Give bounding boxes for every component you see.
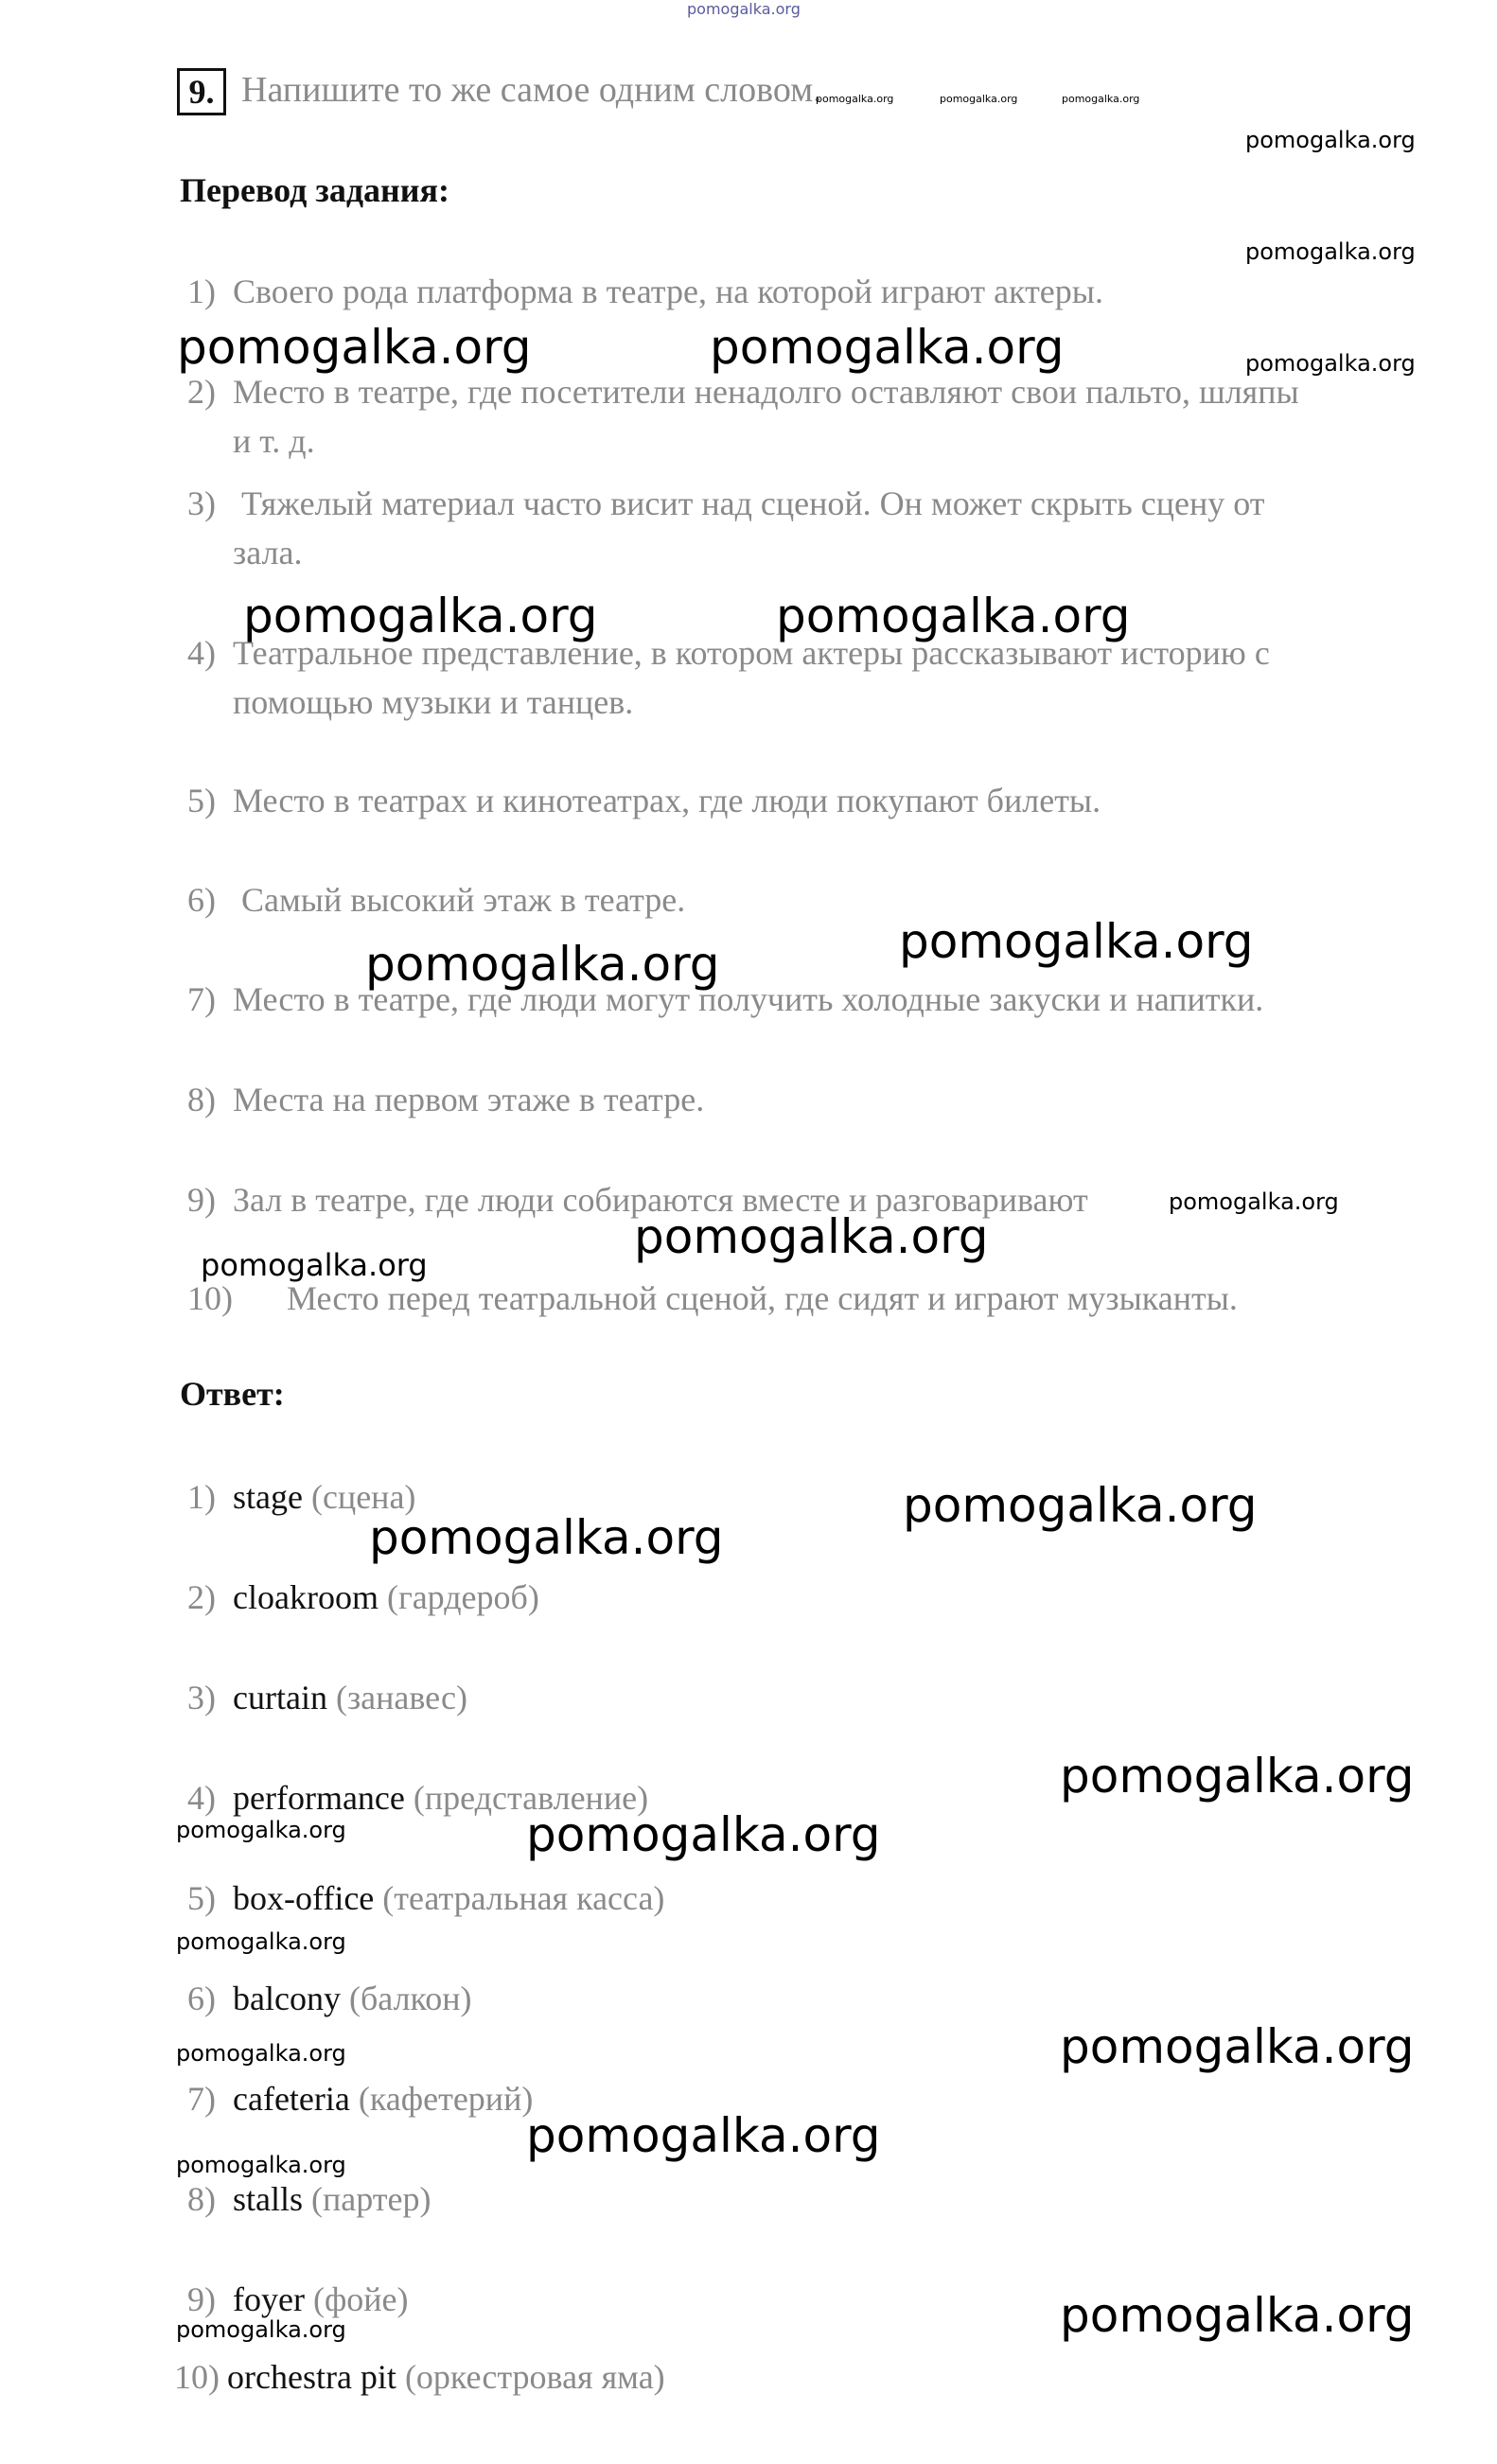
- watermark-large: pomogalka.org: [526, 1807, 881, 1862]
- answer-word: balcony: [233, 1980, 341, 2017]
- answer-translation: (кафетерий): [349, 2080, 534, 2118]
- watermark-medium: pomogalka.org: [176, 1817, 346, 1843]
- watermark-large: pomogalka.org: [899, 914, 1254, 969]
- translation-heading: Перевод задания:: [180, 171, 449, 209]
- question-text: Место перед театральной сценой, где сидят и играют музыканты.: [244, 1279, 1238, 1317]
- watermark-medium: pomogalka.org: [1245, 127, 1416, 153]
- answer-word: stalls: [233, 2180, 304, 2218]
- watermark-medium: pomogalka.org: [1245, 350, 1416, 377]
- question-number: 10): [187, 1279, 233, 1317]
- question-number: 3): [187, 484, 216, 522]
- answer-translation: (оркестровая яма): [396, 2358, 665, 2396]
- watermark-large: pomogalka.org: [903, 1478, 1258, 1533]
- question-number: 8): [187, 1081, 216, 1118]
- answer-text: [233, 1874, 664, 1923]
- question-text-continued: и т. д.: [233, 422, 315, 460]
- answer-number: 6): [187, 1980, 216, 2017]
- answer-number: 9): [187, 2280, 216, 2318]
- watermark-large: pomogalka.org: [710, 320, 1065, 375]
- question-text: Место в театре, где люди могут получить холодные закуски и напитки.: [233, 980, 1264, 1018]
- answer-number: 2): [187, 1578, 216, 1616]
- watermark-medium: pomogalka.org: [176, 2316, 346, 2343]
- answer-translation: (балкон): [340, 1980, 472, 2017]
- answer-number: 8): [187, 2180, 216, 2218]
- watermark-large: pomogalka.org: [369, 1510, 724, 1565]
- question-text: Места на первом этаже в театре.: [233, 1081, 705, 1118]
- answer-text: [233, 2074, 533, 2123]
- watermark-large: pomogalka.org: [634, 1209, 989, 1264]
- watermark-large: pomogalka.org: [243, 589, 598, 643]
- answer-translation: (театральная касса): [374, 1879, 665, 1917]
- task-number-box: 9.: [177, 68, 226, 115]
- question-number: 4): [187, 634, 216, 672]
- watermark-small: pomogalka.org: [1062, 93, 1140, 105]
- answer-number: 7): [187, 2080, 216, 2118]
- watermark-small: pomogalka.org: [940, 93, 1018, 105]
- answer-translation: (сцена): [302, 1478, 416, 1516]
- watermark-medium: pomogalka.org: [201, 1247, 428, 1283]
- answer-text: [233, 1673, 467, 1722]
- question-text: Своего рода платформа в театре, на которой играют актеры.: [233, 273, 1103, 310]
- answer-translation: (занавес): [326, 1679, 468, 1716]
- answer-text: [227, 2352, 665, 2402]
- answer-number: 1): [187, 1478, 216, 1516]
- question-number: 5): [187, 782, 216, 819]
- answer-translation: (партер): [303, 2180, 431, 2218]
- task-instruction: Напишите то же самое одним словом.: [241, 70, 822, 110]
- question-text: Место в театре, где посетители ненадолго оставляют свои пальто, шляпы: [233, 373, 1299, 411]
- answer-number: 3): [187, 1679, 216, 1716]
- answer-word: box-office: [233, 1879, 375, 1917]
- answer-word: cloakroom: [233, 1578, 379, 1616]
- answer-word: curtain: [233, 1679, 327, 1716]
- answer-number: 4): [187, 1779, 216, 1817]
- answer-text: [233, 1573, 539, 1622]
- question-number: 1): [187, 273, 216, 310]
- watermark-medium: pomogalka.org: [1245, 238, 1416, 265]
- question-text-continued: зала.: [233, 534, 303, 572]
- watermark-medium: pomogalka.org: [176, 2040, 346, 2067]
- answer-translation: (гардероб): [378, 1578, 539, 1616]
- question-number: 2): [187, 373, 216, 411]
- answer-text: [233, 1974, 471, 2023]
- watermark-medium: pomogalka.org: [176, 2152, 346, 2178]
- question-text: Тяжелый материал часто висит над сценой. Он может скрыть сцену от: [233, 484, 1265, 522]
- watermark-top: pomogalka.org: [687, 0, 801, 18]
- question-number: 9): [187, 1181, 216, 1219]
- watermark-large: pomogalka.org: [177, 320, 532, 375]
- answer-word: orchestra pit: [227, 2358, 396, 2396]
- answer-word: cafeteria: [233, 2080, 350, 2118]
- answer-number: 5): [187, 1879, 216, 1917]
- question-text-continued: помощью музыки и танцев.: [233, 683, 634, 721]
- watermark-large: pomogalka.org: [365, 937, 720, 992]
- question-text: Театральное представление, в котором актеры рассказывают историю с: [233, 634, 1270, 672]
- answer-heading: Ответ:: [180, 1375, 285, 1413]
- watermark-large: pomogalka.org: [526, 2108, 881, 2163]
- watermark-large: pomogalka.org: [776, 589, 1131, 643]
- answer-translation: (представление): [404, 1779, 649, 1817]
- question-number: 7): [187, 980, 216, 1018]
- answer-number: 10): [174, 2358, 220, 2396]
- watermark-large: pomogalka.org: [1060, 1749, 1415, 1804]
- watermark-large: pomogalka.org: [1060, 2019, 1415, 2074]
- watermark-medium: pomogalka.org: [1169, 1188, 1339, 1215]
- answer-translation: (фойе): [304, 2280, 409, 2318]
- watermark-medium: pomogalka.org: [176, 1928, 346, 1955]
- question-number: 6): [187, 881, 216, 919]
- question-text: Место в театрах и кинотеатрах, где люди покупают билеты.: [233, 782, 1101, 819]
- answer-word: foyer: [233, 2280, 305, 2318]
- watermark-small: pomogalka.org: [816, 93, 894, 105]
- watermark-large: pomogalka.org: [1060, 2288, 1415, 2343]
- question-text: Самый высокий этаж в театре.: [233, 881, 686, 919]
- question-text: Зал в театре, где люди собираются вместе и разговаривают: [233, 1181, 1088, 1219]
- answer-text: [233, 2174, 431, 2224]
- answer-word: stage: [233, 1478, 303, 1516]
- answer-word: performance: [233, 1779, 405, 1817]
